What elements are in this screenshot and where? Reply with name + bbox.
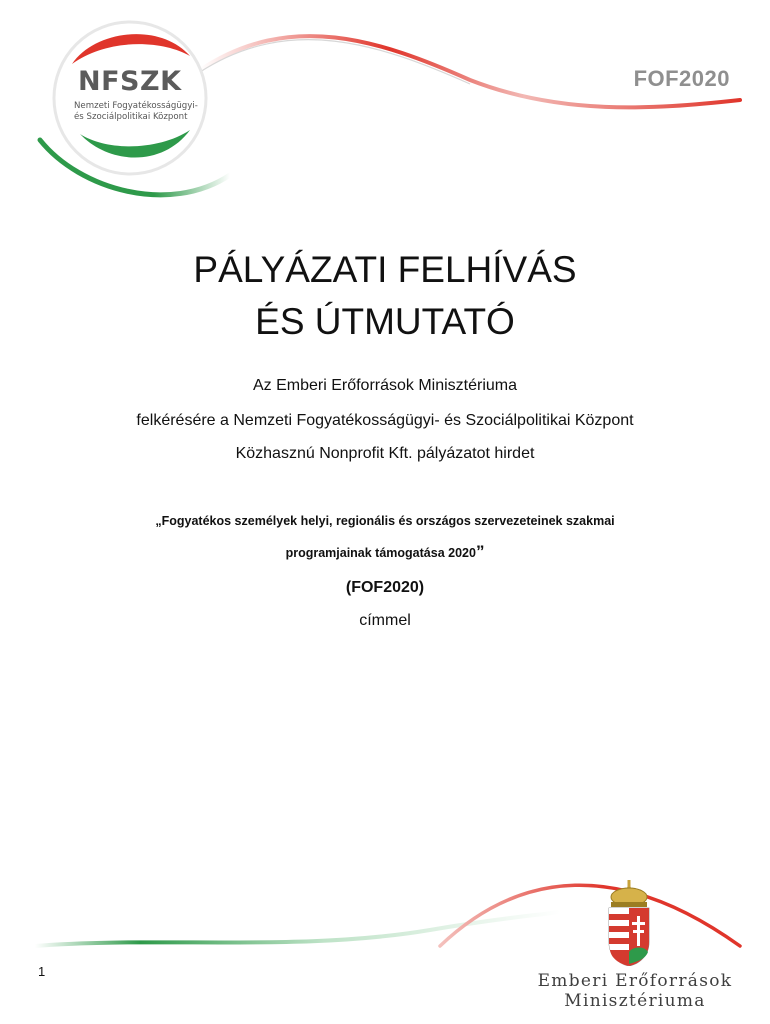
close-quote: ” xyxy=(475,542,485,561)
page-number: 1 xyxy=(38,964,46,979)
intro-line3: Közhasznú Nonprofit Kft. pályázatot hirdet xyxy=(235,445,535,462)
nfszk-logo xyxy=(50,18,210,178)
intro-line2: felkérésére a Nemzeti Fogyatékosságügyi- és Szociálpolitikai Központ xyxy=(136,412,634,429)
coat-of-arms-icon xyxy=(605,880,653,966)
header-program-code: FOF2020 xyxy=(633,66,730,91)
ministry-name-line2: Minisztériuma xyxy=(564,991,706,1011)
intro-line1: Az Emberi Erőforrások Minisztériuma xyxy=(252,377,518,394)
footer-swoosh xyxy=(0,860,770,980)
program-suffix: címmel xyxy=(359,612,411,629)
ministry-name-line1: Emberi Erőforrások xyxy=(537,971,733,991)
document-title-line1: PÁLYÁZATI FELHÍVÁS xyxy=(193,249,577,290)
logo-subtitle-line2: és Szociálpolitikai Központ xyxy=(74,112,188,122)
program-code: (FOF2020) xyxy=(345,579,425,596)
program-name-line1 xyxy=(0,514,770,528)
logo-subtitle xyxy=(74,101,204,123)
open-quote: „ xyxy=(155,514,162,528)
logo-subtitle-line1: Nemzeti Fogyatékosságügyi- xyxy=(74,101,198,111)
logo-title: NFSZK xyxy=(78,66,182,97)
program-name-line2 xyxy=(0,542,770,562)
document-title-line2: ÉS ÚTMUTATÓ xyxy=(255,301,515,342)
program-name-text2: programjainak támogatása 2020 xyxy=(285,546,476,560)
program-name-text1: Fogyatékos személyek helyi, regionális és országos szervezeteinek szakmai xyxy=(161,514,615,528)
